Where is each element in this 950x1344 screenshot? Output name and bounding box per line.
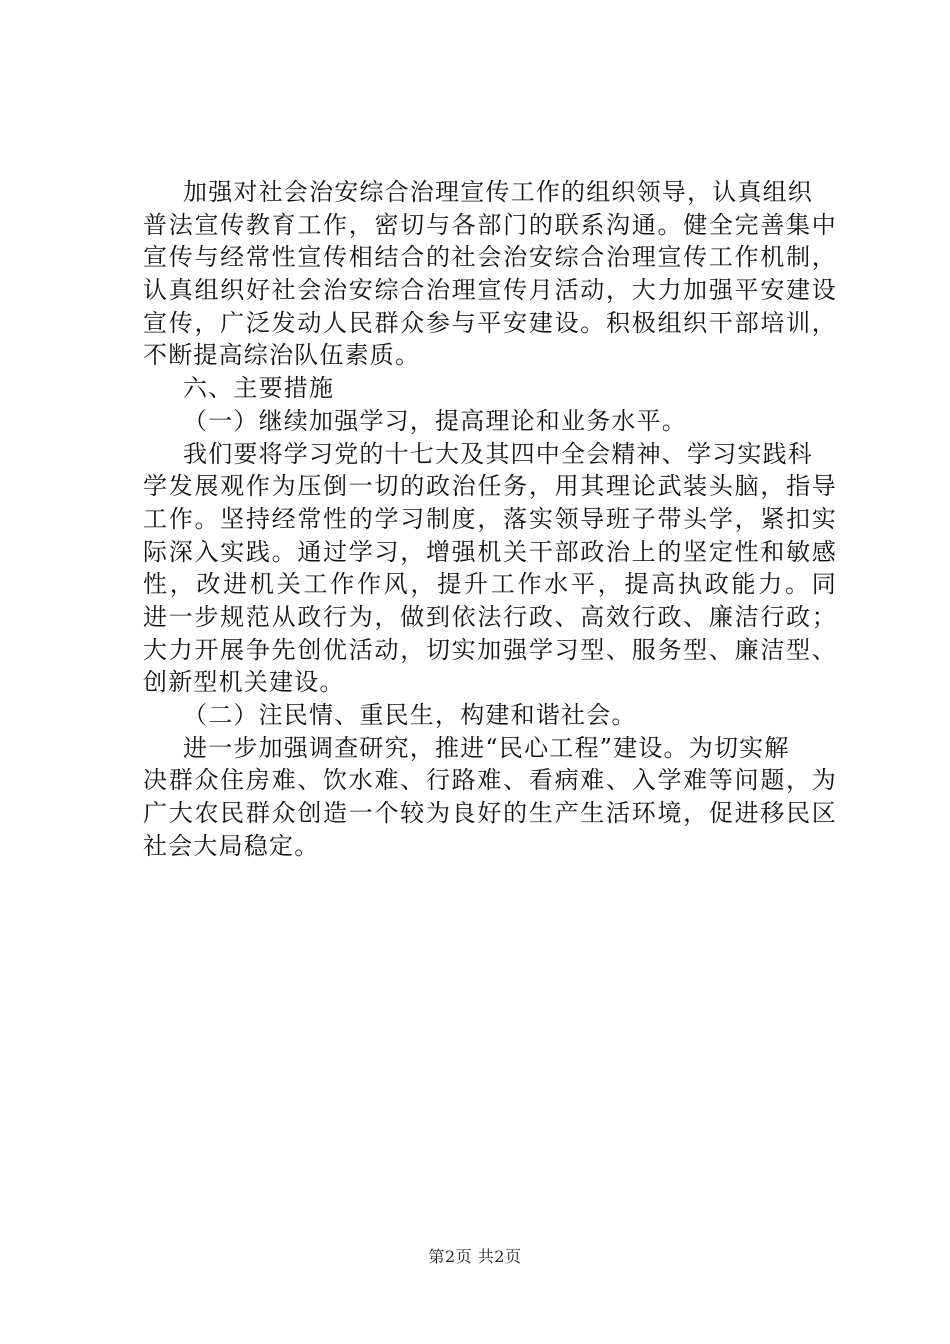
section-heading: 六、主要措施: [183, 374, 335, 403]
paragraph-line: 际深入实践。通过学习，增强机关干部政治上的坚定性和敏感: [143, 537, 837, 566]
paragraph-line: 决群众住房难、饮水难、行路难、看病难、入学难等问题，为: [143, 766, 837, 795]
paragraph-line: 大力开展争先创优活动，切实加强学习型、服务型、廉洁型、: [143, 635, 837, 664]
paragraph-line: 认真组织好社会治安综合治理宣传月活动，大力加强平安建设: [143, 276, 837, 305]
paragraph-line: 我们要将学习党的十七大及其四中全会精神、学习实践科: [183, 439, 813, 468]
paragraph-line: 进一步加强调查研究，推进“民心工程”建设。为切实解: [183, 733, 790, 762]
paragraph-line: 社会大局稳定。: [143, 831, 320, 860]
paragraph-line: 创新型机关建设。: [143, 668, 345, 697]
paragraph-line: 工作。坚持经常性的学习制度，落实领导班子带头学，紧扣实: [143, 504, 837, 533]
paragraph-line: 学发展观作为压倒一切的政治任务，用其理论武装头脑，指导: [143, 472, 837, 501]
subsection-heading: （一）继续加强学习，提高理论和业务水平。: [183, 406, 687, 435]
document-body: [143, 176, 837, 862]
paragraph-line: 广大农民群众创造一个较为良好的生产生活环境，促进移民区: [143, 799, 837, 828]
page-number-footer: 第2页 共2页: [428, 1247, 522, 1266]
paragraph-line: 普法宣传教育工作，密切与各部门的联系沟通。健全完善集中: [143, 210, 837, 239]
subsection-heading: （二）注民情、重民生，构建和谐社会。: [183, 701, 637, 729]
paragraph-line: 宣传，广泛发动人民群众参与平安建设。积极组织干部培训，: [143, 308, 837, 337]
paragraph-line: 进一步规范从政行为，做到依法行政、高效行政、廉洁行政；: [143, 602, 837, 631]
paragraph-line: 性，改进机关工作作风，提升工作水平，提高执政能力。同: [143, 570, 837, 599]
paragraph-line: 宣传与经常性宣传相结合的社会治安综合治理宣传工作机制，: [143, 243, 837, 272]
paragraph-line: 不断提高综治队伍素质。: [143, 341, 421, 370]
paragraph-line: 加强对社会治安综合治理宣传工作的组织领导，认真组织: [183, 178, 813, 206]
